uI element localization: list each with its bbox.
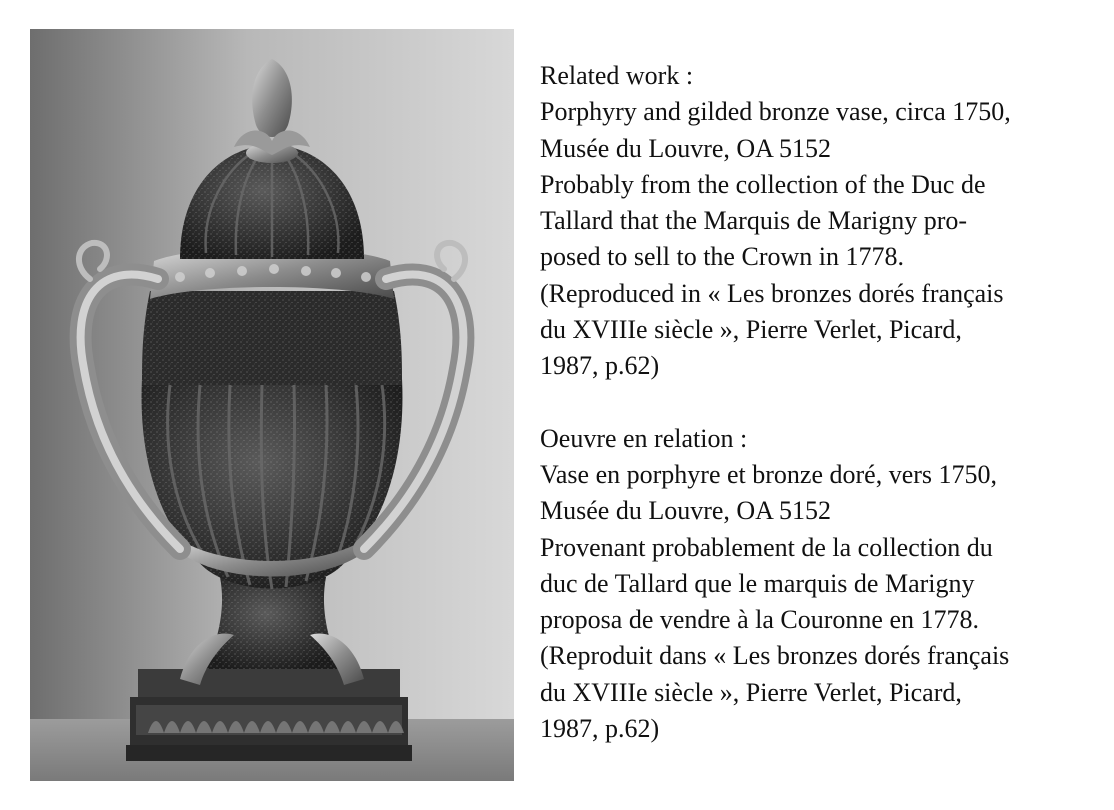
oeuvre-en-relation-line: 1987, p.62) [540, 714, 660, 744]
related-work-line: Musée du Louvre, OA 5152 [540, 133, 832, 163]
oeuvre-en-relation-line: Vase en porphyre et bronze doré, vers 1750, [540, 459, 998, 489]
related-work-line: 1987, p.62) [540, 351, 660, 381]
oeuvre-en-relation-block [540, 421, 1100, 748]
related-work-heading: Related work : [540, 61, 694, 90]
related-work-line: Tallard that the Marquis de Marigny pro- [540, 206, 968, 236]
oeuvre-en-relation-line: (Reproduit dans « Les bronzes dorés français [540, 641, 1010, 671]
vase-photograph [30, 29, 514, 781]
vase-plinth [126, 669, 412, 761]
caption-column [540, 58, 1100, 747]
oeuvre-en-relation-line: Musée du Louvre, OA 5152 [540, 496, 832, 526]
oeuvre-en-relation-line: Provenant probablement de la collection du [540, 532, 993, 562]
related-work-line: du XVIIIe siècle », Pierre Verlet, Picard, [540, 315, 962, 345]
related-work-line: (Reproduced in « Les bronzes dorés français [540, 278, 1004, 308]
oeuvre-en-relation-heading: Oeuvre en relation : [540, 423, 748, 453]
oeuvre-en-relation-line: duc de Tallard que le marquis de Marigny [540, 568, 975, 598]
oeuvre-en-relation-line: du XVIIIe siècle », Pierre Verlet, Picard, [540, 677, 962, 707]
related-work-line: Porphyry and gilded bronze vase, circa 1750, [540, 97, 1011, 127]
oeuvre-en-relation-line: proposa de vendre à la Couronne en 1778. [540, 605, 979, 635]
related-work-block [540, 58, 1100, 385]
related-work-line: Probably from the collection of the Duc de [540, 169, 986, 199]
related-work-line: posed to sell to the Crown in 1778. [540, 242, 904, 272]
